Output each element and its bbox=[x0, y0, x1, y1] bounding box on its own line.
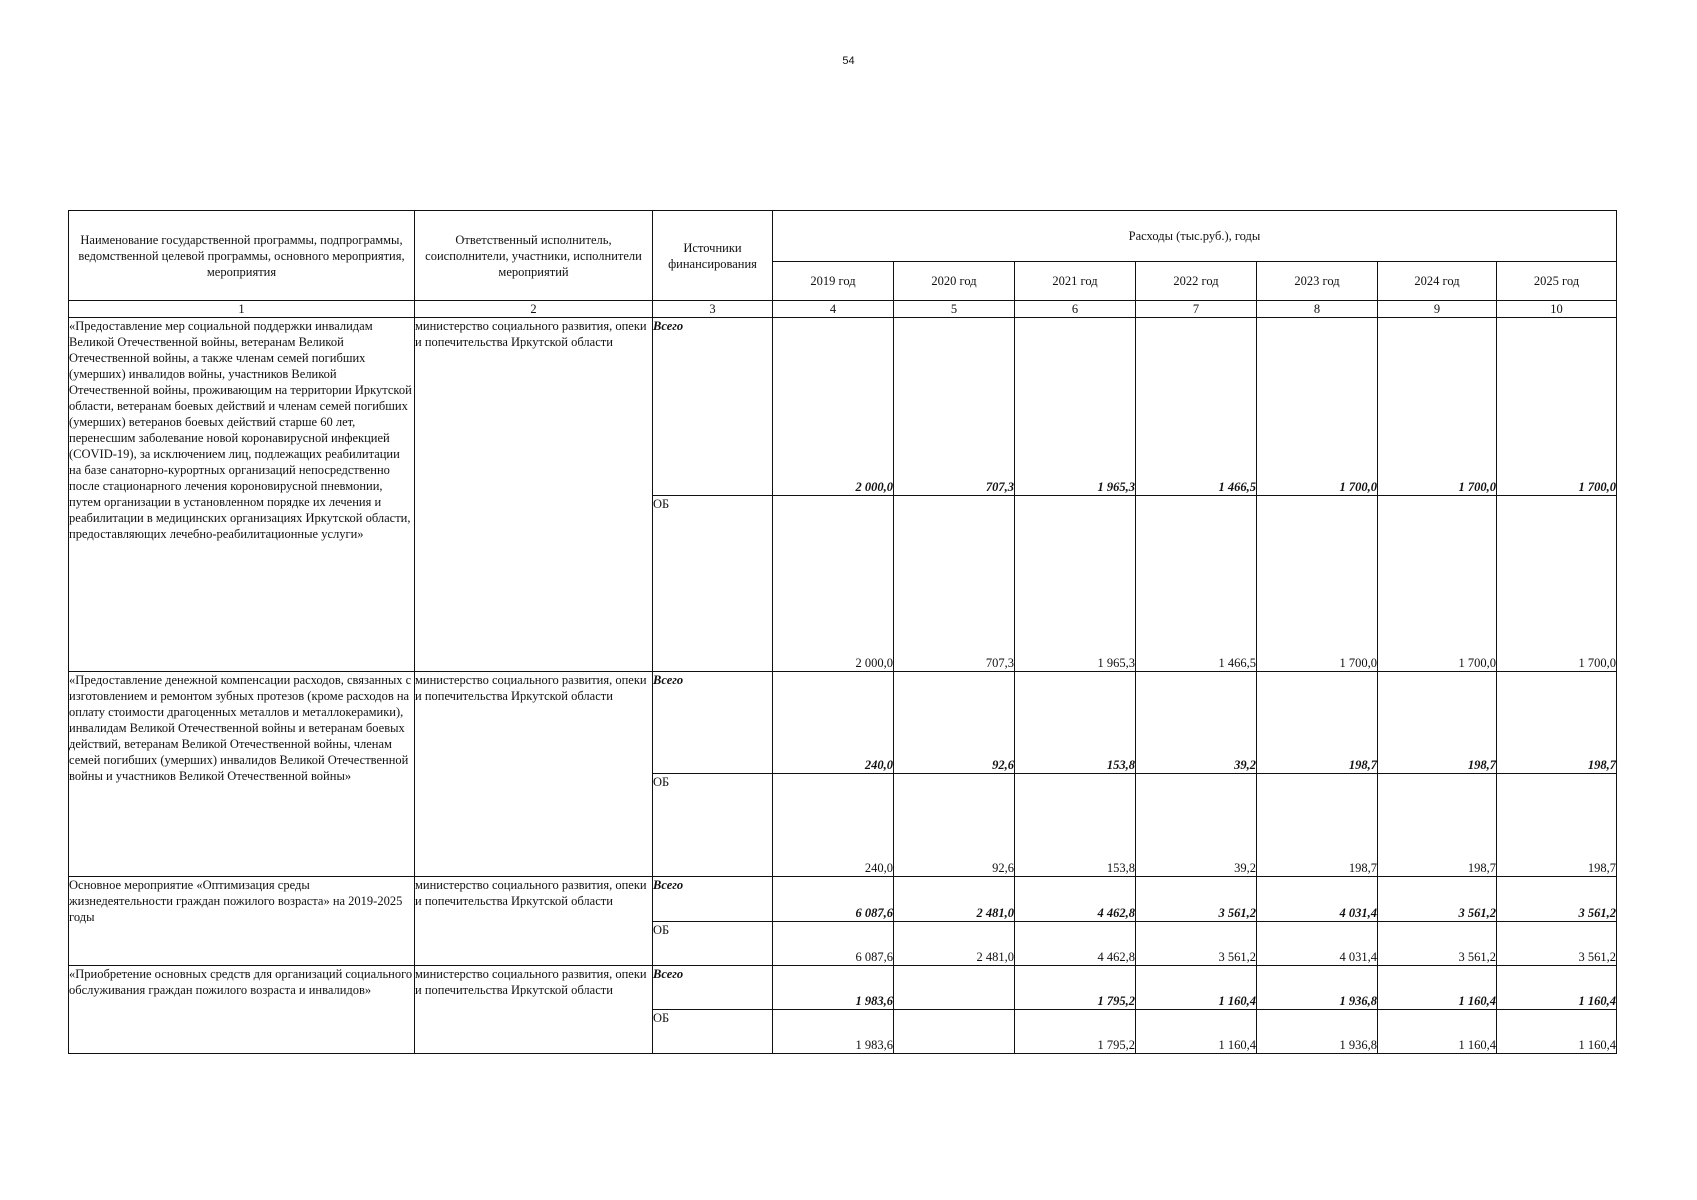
column-number: 7 bbox=[1136, 301, 1257, 318]
column-number: 1 bbox=[69, 301, 415, 318]
source-ob-label: ОБ bbox=[653, 1010, 773, 1054]
ob-value: 4 462,8 bbox=[1015, 922, 1136, 966]
column-number: 8 bbox=[1257, 301, 1378, 318]
header-year: 2023 год bbox=[1257, 262, 1378, 301]
ob-value: 4 031,4 bbox=[1257, 922, 1378, 966]
ob-value: 3 561,2 bbox=[1497, 922, 1617, 966]
ob-value: 1 700,0 bbox=[1257, 496, 1378, 672]
ob-value: 240,0 bbox=[773, 774, 894, 877]
header-year: 2025 год bbox=[1497, 262, 1617, 301]
ob-value: 1 466,5 bbox=[1136, 496, 1257, 672]
ob-value: 1 983,6 bbox=[773, 1010, 894, 1054]
total-value: 1 700,0 bbox=[1497, 318, 1617, 496]
header-year: 2021 год bbox=[1015, 262, 1136, 301]
total-value: 6 087,6 bbox=[773, 877, 894, 922]
ob-value: 39,2 bbox=[1136, 774, 1257, 877]
header-program-name: Наименование государственной программы, подпрограммы, ведомственной целевой программы, основного мероприятия, мероприятия bbox=[69, 211, 415, 301]
ob-value: 1 965,3 bbox=[1015, 496, 1136, 672]
total-value: 1 700,0 bbox=[1378, 318, 1497, 496]
ob-value: 1 700,0 bbox=[1497, 496, 1617, 672]
total-value: 3 561,2 bbox=[1136, 877, 1257, 922]
total-value: 707,3 bbox=[894, 318, 1015, 496]
header-year: 2019 год bbox=[773, 262, 894, 301]
ob-value: 1 936,8 bbox=[1257, 1010, 1378, 1054]
table-row bbox=[69, 318, 1617, 496]
column-number: 2 bbox=[415, 301, 653, 318]
total-value: 2 000,0 bbox=[773, 318, 894, 496]
header-financing-source: Источники финансирования bbox=[653, 211, 773, 301]
column-number: 4 bbox=[773, 301, 894, 318]
ob-value: 3 561,2 bbox=[1136, 922, 1257, 966]
source-ob-label: ОБ bbox=[653, 774, 773, 877]
total-value: 1 160,4 bbox=[1378, 966, 1497, 1010]
total-value: 1 466,5 bbox=[1136, 318, 1257, 496]
total-value: 1 936,8 bbox=[1257, 966, 1378, 1010]
total-value: 1 160,4 bbox=[1497, 966, 1617, 1010]
total-value: 153,8 bbox=[1015, 672, 1136, 774]
ob-value: 6 087,6 bbox=[773, 922, 894, 966]
ob-value: 1 160,4 bbox=[1136, 1010, 1257, 1054]
header-executor: Ответственный исполнитель, соисполнители, участники, исполнители мероприятий bbox=[415, 211, 653, 301]
program-name: «Приобретение основных средств для организаций социального обслуживания граждан пожилого возраста и инвалидов» bbox=[69, 966, 415, 1054]
table-row bbox=[69, 672, 1617, 774]
page-number: 54 bbox=[842, 55, 855, 67]
executor: министерство социального развития, опеки и попечительства Иркутской области bbox=[415, 966, 653, 1054]
table-row bbox=[69, 877, 1617, 922]
column-number: 10 bbox=[1497, 301, 1617, 318]
source-ob-label: ОБ bbox=[653, 922, 773, 966]
total-value bbox=[894, 966, 1015, 1010]
executor: министерство социального развития, опеки и попечительства Иркутской области bbox=[415, 877, 653, 966]
total-value: 1 700,0 bbox=[1257, 318, 1378, 496]
source-total-label: Всего bbox=[653, 966, 773, 1010]
column-number: 9 bbox=[1378, 301, 1497, 318]
column-number: 6 bbox=[1015, 301, 1136, 318]
column-number: 3 bbox=[653, 301, 773, 318]
ob-value: 198,7 bbox=[1497, 774, 1617, 877]
ob-value: 707,3 bbox=[894, 496, 1015, 672]
total-value: 198,7 bbox=[1497, 672, 1617, 774]
executor: министерство социального развития, опеки и попечительства Иркутской области bbox=[415, 318, 653, 672]
column-number: 5 bbox=[894, 301, 1015, 318]
ob-value: 198,7 bbox=[1257, 774, 1378, 877]
header-expenses: Расходы (тыс.руб.), годы bbox=[773, 211, 1617, 262]
ob-value: 1 160,4 bbox=[1378, 1010, 1497, 1054]
ob-value: 92,6 bbox=[894, 774, 1015, 877]
ob-value: 3 561,2 bbox=[1378, 922, 1497, 966]
table-row bbox=[69, 966, 1617, 1010]
header-year: 2022 год bbox=[1136, 262, 1257, 301]
source-total-label: Всего bbox=[653, 672, 773, 774]
total-value: 240,0 bbox=[773, 672, 894, 774]
program-name: «Предоставление денежной компенсации расходов, связанных с изготовлением и ремонтом зубных протезов (кроме расходов на оплату стоимости драгоценных металлов и металлокерамики), инвалидам Великой Отечественной войны и ветеранам боевых действий, ветеранам Великой Отечественной войны, членам семей погибших (умерших) инвалидов Великой Отечественной войны и участников Великой Отечественной войны» bbox=[69, 672, 415, 877]
ob-value: 1 160,4 bbox=[1497, 1010, 1617, 1054]
header-year: 2024 год bbox=[1378, 262, 1497, 301]
total-value: 3 561,2 bbox=[1378, 877, 1497, 922]
executor: министерство социального развития, опеки и попечительства Иркутской области bbox=[415, 672, 653, 877]
header-year: 2020 год bbox=[894, 262, 1015, 301]
ob-value bbox=[894, 1010, 1015, 1054]
source-ob-label: ОБ bbox=[653, 496, 773, 672]
total-value: 198,7 bbox=[1257, 672, 1378, 774]
source-total-label: Всего bbox=[653, 877, 773, 922]
program-name: «Предоставление мер социальной поддержки инвалидам Великой Отечественной войны, ветеранам Великой Отечественной войны, а также членам семей погибших (умерших) инвалидов войны, участников Великой Отечественной войны, проживающим на территории Иркутской области, ветеранам боевых действий и членам семей погибших (умерших) ветеранов боевых действий старше 60 лет, перенесшим заболевание новой коронавирусной инфекцией (COVID-19), за исключением лиц, подлежащих реабилитации на базе санаторно-курортных организаций непосредственно после стационарного лечения короновирусной пневмонии, путем организации в установленном порядке их лечения и реабилитации в медицинских организациях Иркутской области, предоставляющих лечебно-реабилитационные услуги» bbox=[69, 318, 415, 672]
ob-value: 2 481,0 bbox=[894, 922, 1015, 966]
total-value: 1 965,3 bbox=[1015, 318, 1136, 496]
total-value: 4 031,4 bbox=[1257, 877, 1378, 922]
ob-value: 2 000,0 bbox=[773, 496, 894, 672]
total-value: 92,6 bbox=[894, 672, 1015, 774]
ob-value: 198,7 bbox=[1378, 774, 1497, 877]
ob-value: 153,8 bbox=[1015, 774, 1136, 877]
ob-value: 1 700,0 bbox=[1378, 496, 1497, 672]
total-value: 4 462,8 bbox=[1015, 877, 1136, 922]
ob-value: 1 795,2 bbox=[1015, 1010, 1136, 1054]
program-name: Основное мероприятие «Оптимизация среды жизнедеятельности граждан пожилого возраста» на 2019-2025 годы bbox=[69, 877, 415, 966]
budget-table bbox=[68, 210, 1617, 1054]
total-value: 2 481,0 bbox=[894, 877, 1015, 922]
total-value: 1 795,2 bbox=[1015, 966, 1136, 1010]
total-value: 1 983,6 bbox=[773, 966, 894, 1010]
source-total-label: Всего bbox=[653, 318, 773, 496]
column-numbers-row bbox=[69, 301, 1617, 318]
total-value: 3 561,2 bbox=[1497, 877, 1617, 922]
total-value: 39,2 bbox=[1136, 672, 1257, 774]
total-value: 198,7 bbox=[1378, 672, 1497, 774]
total-value: 1 160,4 bbox=[1136, 966, 1257, 1010]
